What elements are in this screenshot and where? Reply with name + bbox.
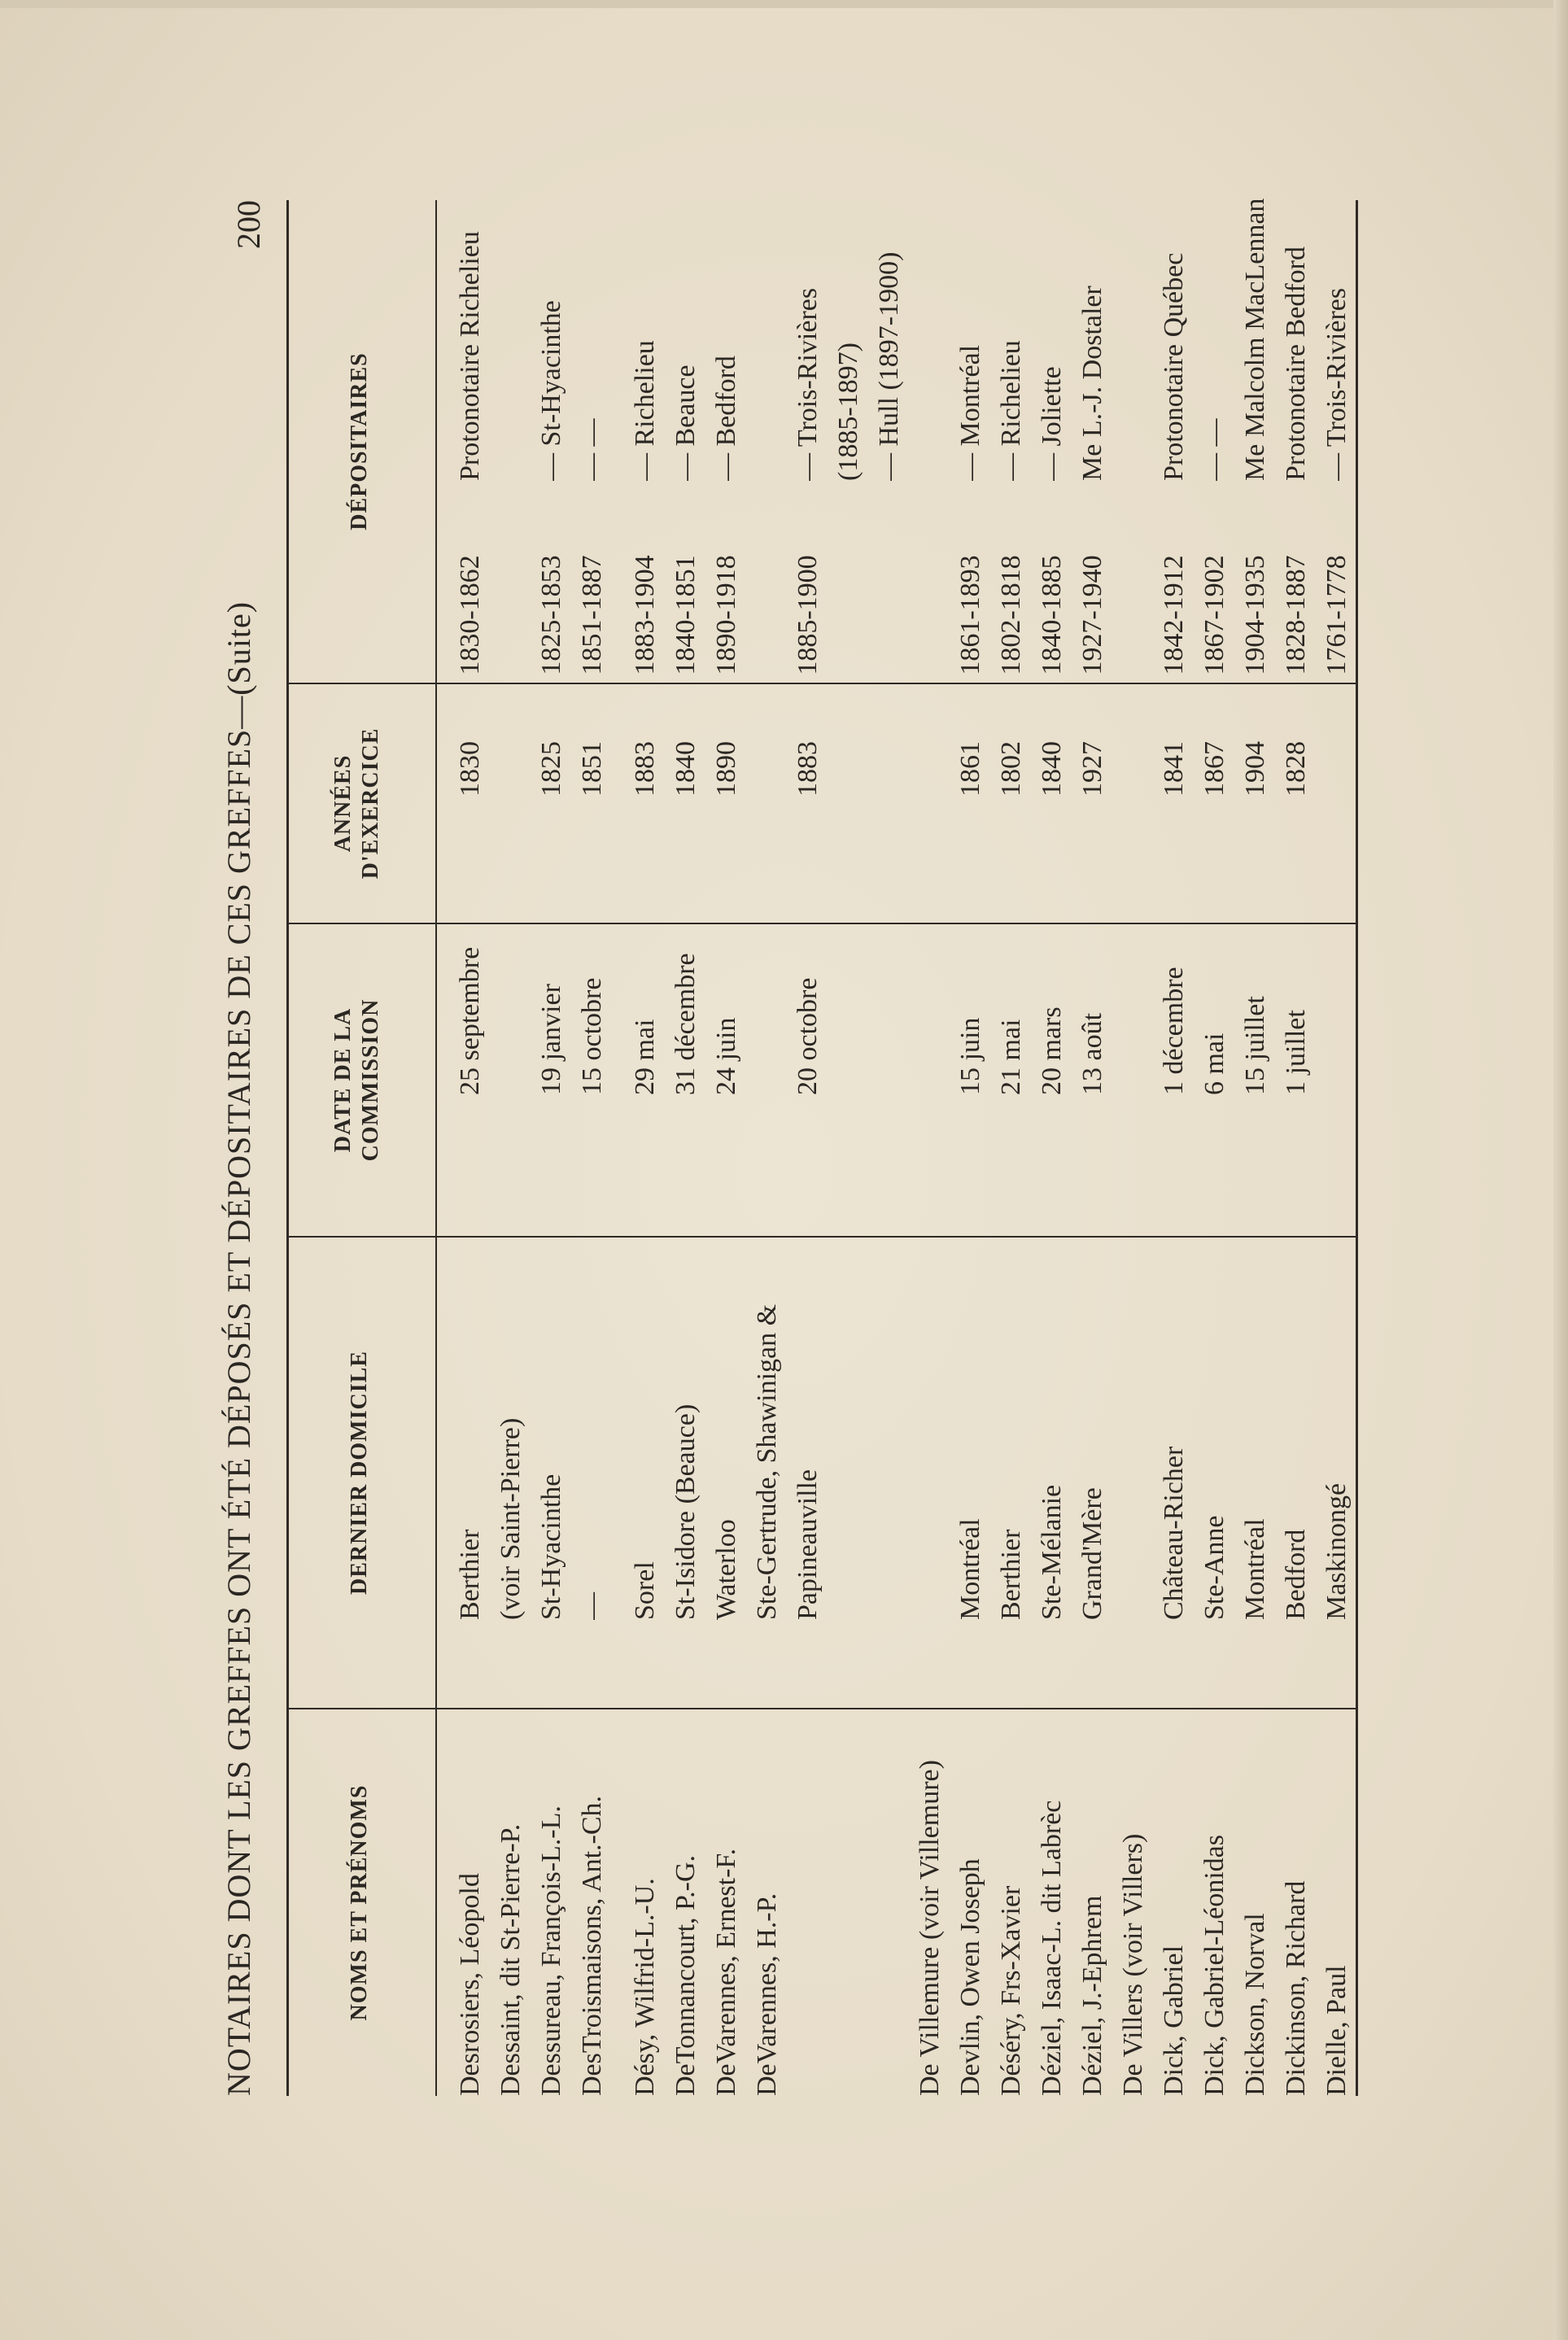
cell-domicile xyxy=(910,1115,950,1620)
cell-depositaire: — Bedford xyxy=(711,356,741,481)
cell-annees: 1840-1885 xyxy=(1037,555,1067,675)
page-title: NOTAIRES DONT LES GREFFES ONT ÉTÉ DÉPOSÉS ET DÉPOSITAIRES DE CES GREFFES—(Suite) xyxy=(221,600,257,2096)
cell-date: 15 juillet xyxy=(1240,996,1270,1095)
header-annees-line1: ANNÉES xyxy=(330,754,356,853)
cell-name: Déséry, Frs-Xavier xyxy=(996,1885,1026,2096)
cell-date: 6 mai xyxy=(1199,1032,1230,1095)
cell-year: 1840 xyxy=(670,741,701,797)
cell-domicile xyxy=(1113,1115,1154,1620)
cell-depositaire: Protonotaire Québec xyxy=(1159,252,1189,481)
cell-name: Dickinson, Richard xyxy=(1281,1880,1311,2096)
header-annees xyxy=(330,684,385,923)
cell-annees xyxy=(1113,509,1154,721)
cell-annees: 1890-1918 xyxy=(711,555,741,675)
cell-year: 1904 xyxy=(1240,741,1270,797)
cell-year xyxy=(869,741,910,839)
cell-annees: 1830-1862 xyxy=(455,555,485,675)
header-bottom-rule xyxy=(435,200,437,2096)
table-row xyxy=(666,200,706,2096)
page-number: 200 xyxy=(230,200,267,249)
table-row xyxy=(572,200,613,2096)
cell-name: DeVarennes, H.-P. xyxy=(752,1893,782,2096)
cell-name: Dickson, Norval xyxy=(1240,1913,1270,2096)
cell-date xyxy=(910,814,950,1095)
cell-name: Dessaint, dit St-Pierre-P. xyxy=(496,1823,526,2096)
cell-depositaire: — Richelieu xyxy=(996,340,1026,481)
table-row xyxy=(788,200,828,2096)
cell-depositaire: — — xyxy=(1199,418,1230,481)
cell-depositaire xyxy=(491,0,531,481)
cell-year xyxy=(1113,741,1154,839)
cell-annees: 1885-1900 xyxy=(793,555,823,675)
cell-year: 1830 xyxy=(455,741,485,797)
table-row xyxy=(1113,200,1154,2096)
cell-annees: 1883-1904 xyxy=(630,555,660,675)
cell-depositaire xyxy=(1113,0,1154,481)
table-row xyxy=(531,200,572,2096)
cell-year: 1851 xyxy=(577,741,607,797)
cell-depositaire: — Joliette xyxy=(1037,366,1067,481)
cell-date: 13 août xyxy=(1077,1012,1107,1095)
cell-name: DeVarennes, Ernest-F. xyxy=(711,1848,741,2096)
cell-date: 15 octobre xyxy=(577,977,607,1095)
cell-domicile: Papineauville xyxy=(793,1469,823,1620)
table-row xyxy=(910,200,950,2096)
table-row xyxy=(491,200,531,2096)
cell-depositaire: — Trois-Rivières xyxy=(1321,287,1352,481)
cell-depositaire: — Hull (1897-1900) xyxy=(874,251,904,481)
cell-year: 1927 xyxy=(1077,741,1107,797)
cell-year: 1883 xyxy=(793,741,823,797)
cell-depositaire: Me Malcolm MacLennan xyxy=(1240,198,1270,481)
cell-year: 1861 xyxy=(955,741,985,797)
table-row xyxy=(625,200,666,2096)
cell-name: Désy, Wilfrid-L.-U. xyxy=(630,1878,660,2096)
cell-date: 1 décembre xyxy=(1159,967,1189,1095)
table-row xyxy=(828,200,869,2096)
cell-name: Devlin, Owen Joseph xyxy=(955,1858,985,2096)
table-row xyxy=(950,200,991,2096)
cell-date: 29 mai xyxy=(630,1019,660,1095)
cell-date xyxy=(491,814,531,1095)
cell-annees xyxy=(869,509,910,721)
cell-name: Dessureau, François-L.-L. xyxy=(536,1805,566,2096)
cell-year: 1890 xyxy=(711,741,741,797)
cell-date: 24 juin xyxy=(711,1017,741,1095)
cell-annees: 1761-1778 xyxy=(1321,555,1352,675)
cell-year xyxy=(828,741,869,839)
cell-domicile: Bedford xyxy=(1281,1529,1311,1620)
cell-domicile xyxy=(828,1115,869,1620)
cell-annees: 1904-1935 xyxy=(1240,555,1270,675)
table-row xyxy=(991,200,1032,2096)
cell-annees xyxy=(747,509,788,721)
header-noms-text: NOMS ET PRÉNOMS xyxy=(347,1784,372,2021)
cell-annees xyxy=(828,509,869,721)
cell-name: Déziel, J.-Ephrem xyxy=(1077,1895,1107,2096)
cell-annees xyxy=(910,509,950,721)
cell-date xyxy=(869,814,910,1095)
cell-domicile: Berthier xyxy=(455,1529,485,1620)
cell-date xyxy=(1317,814,1357,1095)
cell-date: 25 septembre xyxy=(455,946,485,1095)
cell-date: 20 octobre xyxy=(793,977,823,1095)
cell-annees: 1802-1818 xyxy=(996,555,1026,675)
cell-year xyxy=(1317,741,1357,839)
cell-annees: 1927-1940 xyxy=(1077,555,1107,675)
cell-domicile: Ste-Mélanie xyxy=(1037,1484,1067,1620)
cell-date: 21 mai xyxy=(996,1019,1026,1095)
cell-domicile: St-Isidore (Beauce) xyxy=(670,1404,701,1620)
table-row xyxy=(706,200,747,2096)
cell-depositaire: Protonotaire Bedford xyxy=(1281,247,1311,481)
cell-domicile: (voir Saint-Pierre) xyxy=(496,1417,526,1620)
cell-depositaire: — Montréal xyxy=(955,344,985,481)
cell-date: 19 janvier xyxy=(536,984,566,1095)
cell-depositaire xyxy=(747,0,788,481)
table-row xyxy=(1317,200,1357,2096)
cell-annees xyxy=(491,509,531,721)
header-depositaires-text: DÉPOSITAIRES xyxy=(347,352,372,530)
cell-depositaire: Me L.-J. Dostaler xyxy=(1077,286,1107,481)
cell-year: 1825 xyxy=(536,741,566,797)
cell-annees: 1842-1912 xyxy=(1159,555,1189,675)
cell-year xyxy=(491,741,531,839)
cell-annees: 1851-1887 xyxy=(577,555,607,675)
cell-name: Dick, Gabriel-Léonidas xyxy=(1199,1835,1230,2096)
header-date xyxy=(330,924,385,1236)
cell-domicile: Grand'Mère xyxy=(1077,1487,1107,1620)
cell-name xyxy=(828,1632,869,2096)
cell-year: 1828 xyxy=(1281,741,1311,797)
cell-annees: 1828-1887 xyxy=(1281,555,1311,675)
table-row xyxy=(869,200,910,2096)
cell-name: Desrosiers, Léopold xyxy=(455,1873,485,2096)
cell-year xyxy=(910,741,950,839)
header-annees-line2: D'EXERCICE xyxy=(358,727,383,880)
table-row xyxy=(1195,200,1235,2096)
cell-depositaire: — — xyxy=(577,418,607,481)
cell-annees: 1840-1851 xyxy=(670,555,701,675)
cell-year: 1883 xyxy=(630,741,660,797)
cell-domicile xyxy=(869,1115,910,1620)
cell-date xyxy=(828,814,869,1095)
cell-name: De Villers (voir Villers) xyxy=(1118,1833,1148,2096)
cell-date: 1 juillet xyxy=(1281,1010,1311,1095)
cell-year: 1840 xyxy=(1037,741,1067,797)
cell-name: DesTroismaisons, Ant.-Ch. xyxy=(577,1795,607,2096)
cell-depositaire: — Trois-Rivières xyxy=(793,287,823,481)
cell-date: 20 mars xyxy=(1037,1006,1067,1095)
cell-date xyxy=(1113,814,1154,1095)
cell-depositaire: Protonotaire Richelieu xyxy=(455,231,485,481)
cell-domicile: — xyxy=(577,1592,607,1620)
cell-year: 1802 xyxy=(996,741,1026,797)
cell-name xyxy=(869,1632,910,2096)
cell-annees: 1867-1902 xyxy=(1199,555,1230,675)
table-row xyxy=(1235,200,1276,2096)
cell-depositaire: (1885-1897) xyxy=(833,343,863,481)
table-row xyxy=(1032,200,1072,2096)
cell-domicile: Sorel xyxy=(630,1561,660,1620)
table-row xyxy=(1154,200,1195,2096)
cell-name: De Villemure (voir Villemure) xyxy=(915,1760,945,2096)
cell-domicile: Ste-Gertrude, Shawinigan & xyxy=(752,1303,782,1620)
cell-domicile: Montréal xyxy=(955,1518,985,1620)
cell-date: 31 décembre xyxy=(670,953,701,1095)
cell-domicile: St-Hyacinthe xyxy=(536,1473,566,1620)
cell-name: Dick, Gabriel xyxy=(1159,1945,1189,2096)
header-domicile-text: DERNIER DOMICILE xyxy=(347,1351,372,1595)
cell-domicile: Maskinongé xyxy=(1321,1482,1352,1620)
cell-depositaire: — Richelieu xyxy=(630,340,660,481)
cell-domicile: Château-Richer xyxy=(1159,1446,1189,1620)
header-date-line1: DATE DE LA xyxy=(330,1007,356,1153)
cell-depositaire: — Beauce xyxy=(670,365,701,481)
header-depositaires xyxy=(346,200,373,683)
cell-name: Dielle, Paul xyxy=(1321,1965,1352,2096)
table-row xyxy=(450,200,491,2096)
cell-domicile: Montréal xyxy=(1240,1518,1270,1620)
cell-name xyxy=(788,1632,828,2096)
cell-year: 1841 xyxy=(1159,741,1189,797)
cell-date xyxy=(747,814,788,1095)
cell-domicile: Ste-Anne xyxy=(1199,1515,1230,1620)
table-row xyxy=(1276,200,1317,2096)
cell-depositaire: — St-Hyacinthe xyxy=(536,300,566,481)
cell-date: 15 juin xyxy=(955,1017,985,1095)
cell-year xyxy=(747,741,788,839)
table-top-rule xyxy=(286,200,289,2096)
cell-name: DeTonnancourt, P.-G. xyxy=(670,1854,701,2096)
cell-annees: 1861-1893 xyxy=(955,555,985,675)
table-row xyxy=(747,200,788,2096)
table-row xyxy=(1072,200,1113,2096)
cell-domicile: Waterloo xyxy=(711,1519,741,1620)
cell-year: 1867 xyxy=(1199,741,1230,797)
cell-name: Déziel, Isaac-L. dit Labrèc xyxy=(1037,1800,1067,2096)
header-domicile xyxy=(346,1238,373,1708)
header-date-line2: COMMISSION xyxy=(358,998,383,1162)
cell-annees: 1825-1853 xyxy=(536,555,566,675)
cell-domicile: Berthier xyxy=(996,1529,1026,1620)
header-noms xyxy=(346,1709,373,2096)
cell-depositaire xyxy=(910,0,950,481)
